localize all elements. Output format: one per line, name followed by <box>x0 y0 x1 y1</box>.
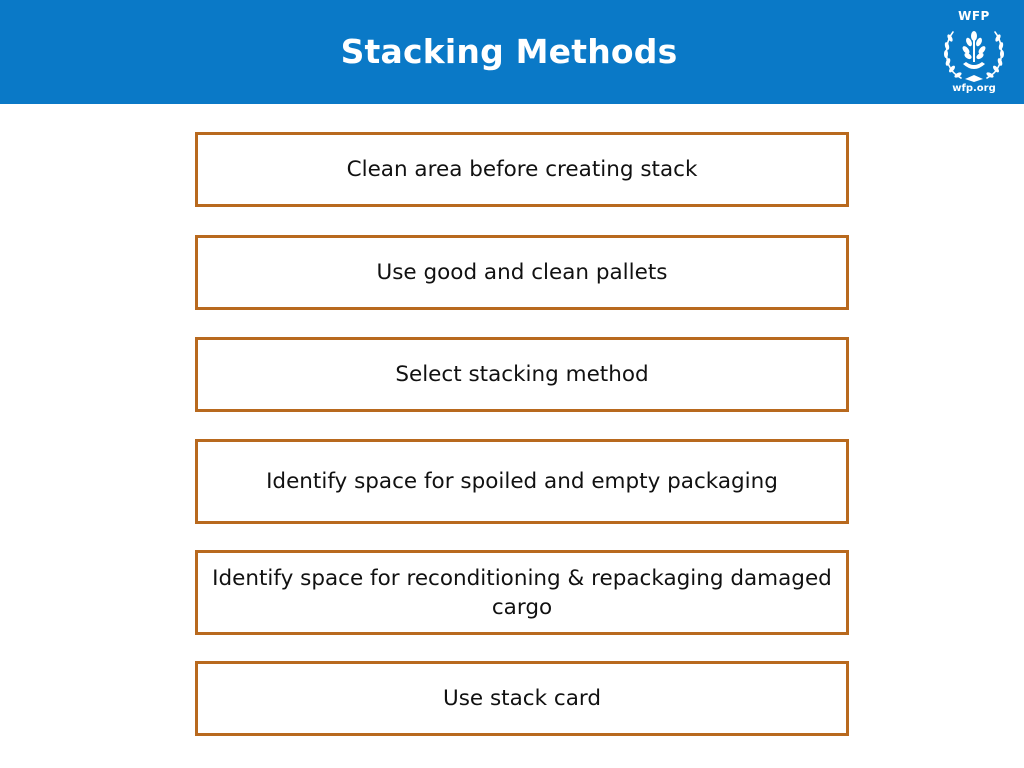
step-label: Select stacking method <box>395 362 649 387</box>
step-box <box>195 439 849 524</box>
step-label: Identify space for reconditioning & repackaging damaged cargo <box>212 565 832 620</box>
step-label: Clean area before creating stack <box>346 157 698 182</box>
step-box <box>195 132 849 207</box>
logo-top-text: WFP <box>958 9 990 23</box>
step-box <box>195 235 849 310</box>
step-box <box>195 661 849 736</box>
step-label: Identify space for spoiled and empty packaging <box>266 469 778 494</box>
logo-bottom-text: wfp.org <box>952 83 996 94</box>
step-label: Use stack card <box>442 686 602 711</box>
step-box <box>195 337 849 412</box>
step-box <box>195 550 849 635</box>
page-title: Stacking Methods <box>340 32 678 71</box>
step-label: Use good and clean pallets <box>376 260 668 285</box>
